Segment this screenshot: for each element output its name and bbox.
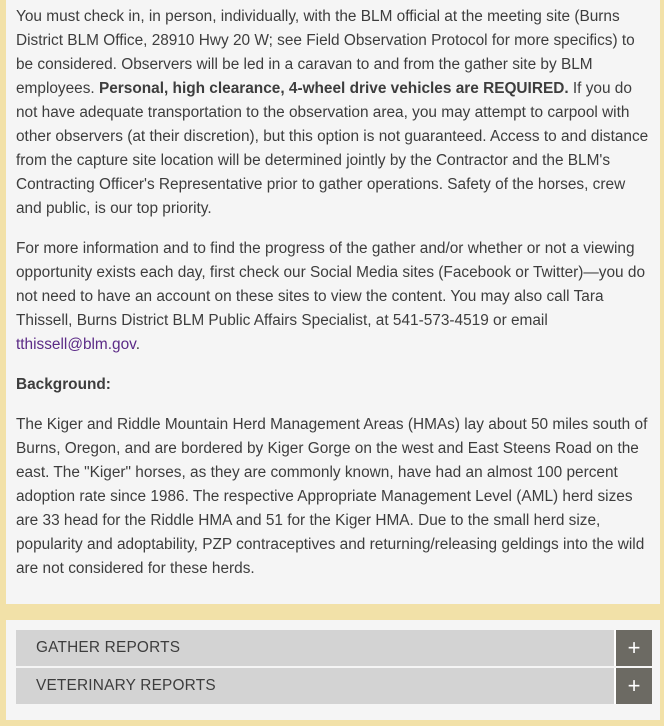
email-link[interactable]: tthissell@blm.gov: [16, 336, 136, 353]
contact-text: For more information and to find the progress of the gather and/or whether or not a viewing opportunity exists each day, first check our Social Media sites (Facebook or Twitter)—you do not need to have an account on these sites to view the content. You may also call Tara Thissell, Burns District BLM Public Affairs Specialist, at 541-573-4519 or email: [16, 240, 646, 329]
observation-text-start: You must check in, in person, individually, with the BLM official at the meeting site (Burns District BLM Office, 28910 Hwy 20 W; see Field Observation Protocol for more specifics) to be considered. Observers will be led in a caravan to and from the gather site by BLM employees.: [16, 8, 635, 97]
background-paragraph: The Kiger and Riddle Mountain Herd Management Areas (HMAs) lay about 50 miles south of Burns, Oregon, and are bordered by Kiger Gorge on the west and East Steens Road on the east. The "Kiger" horses, as they are commonly known, have had an almost 100 percent adoption rate since 1986. The respective Appropriate Management Level (AML) herd sizes are 33 head for the Riddle HMA and 51 for the Kiger HMA. Due to the small herd size, popularity and adoptability, PZP contraceptives and returning/releasing geldings into the wild are not considered for these herds.: [16, 416, 648, 577]
gather-reports-label[interactable]: GATHER REPORTS: [36, 639, 181, 656]
article-content: [6, 0, 660, 604]
contact-text-end: .: [135, 336, 140, 353]
reports-accordion: [6, 620, 660, 720]
observation-paragraph: [16, 5, 650, 221]
veterinary-reports-label[interactable]: VETERINARY REPORTS: [36, 677, 216, 694]
accordion-veterinary-reports[interactable]: [16, 668, 652, 704]
vehicle-requirement: Personal, high clearance, 4-wheel drive vehicles are REQUIRED.: [98, 80, 569, 97]
background-heading-text: Background:: [16, 376, 111, 393]
expand-plus-icon[interactable]: +: [614, 668, 652, 704]
contact-paragraph: [16, 237, 650, 357]
observation-text-end: If you do not have adequate transportation to the observation area, you may attempt to carpool with other observers (at their discretion), but this option is not guaranteed. Access to and distance from the capture site location will be determined jointly by the Contractor and the BLM's Contracting Officer's Representative prior to gather operations. Safety of the horses, crew and public, is our top priority.: [16, 80, 649, 217]
expand-plus-icon[interactable]: +: [614, 630, 652, 666]
background-heading: [16, 373, 650, 397]
accordion-gather-reports[interactable]: [16, 630, 652, 666]
